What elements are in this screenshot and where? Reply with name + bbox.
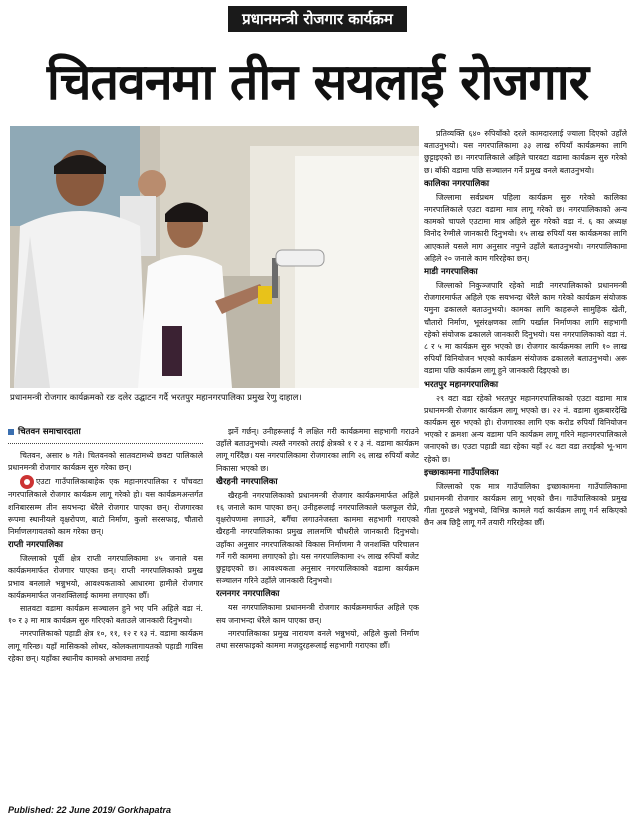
- column-left: [8, 426, 203, 810]
- kicker-bar: [0, 6, 635, 32]
- left-paragraph-3: जिल्लाको पूर्वी क्षेत्र राप्ती नगरपालिकामा ४५ जनाले यस कार्यक्रममार्फत रोजगार पाएका छन्। राप्ती नगरपालिकाको प्रमुख प्रभाव बनलाले भन्नुभयो, आवश्यकताको आधारमा हामीले रोजगार कार्यक्रममार्फत जनशक्तिलाई काममा लगाएका छौँ।: [8, 554, 203, 600]
- subhead-rapti: राप्ती नगरपालिका: [8, 540, 64, 551]
- right-paragraph-4: २९ वटा वडा रहेको भरतपुर महानगरपालिकाको एउटा वडामा मात्र प्रधानमन्त्री रोजगार कार्यक्रम लागू भएको छ। २२ नं. वडामा शुक्रबारदेखि कार्यक्रम सुरु भएको हो। रोजगारका लागि एक करोड रुपियाँ विनियोजन भएको र क्रमशः अन्य वडामा पनि कार्यक्रम लागू गरिने महानगरपालिकाले जनाएको छ। एउटा पहाडी वडा रहेका यहाँ २८ वटा वडा तराईको भू-भाग रहेको छ।: [424, 393, 627, 464]
- mid-paragraph-2: खैरहनी नगरपालिकाको प्रधानमन्त्री रोजगार कार्यक्रममार्फत अहिले १६ जनाले काम पाएका छन्। उनीहरूलाई नगरपालिकाले फलफूल रोप्ने, वृक्षरोपणमा लगाउने, बगैँचा लगाउनेजस्ता काममा सहभागी गराएको खैरहनी नगरपालिकाका प्रमुख लालमणि चौधरीले जानकारी दिनुभयो। उहाँका अनुसार नगरपालिकाको विकास निर्माणमा नै जनशक्ति परिचालन गर्ने गरी काममा लगाएको हो। यस नगरपालिकामा २५ लाख रुपियाँ बजेट छुट्टाइएको छ। आवश्यकता अनुसार नगरपालिकाको वडामा कार्यक्रम सञ्चालन गरिने उहाँले जानकारी दिनुभयो।: [216, 490, 419, 586]
- subhead-madi: माडी नगरपालिका: [424, 267, 478, 278]
- byline-text: चितवन समाचारदाता: [18, 427, 81, 437]
- byline-rule: [8, 443, 203, 444]
- right-paragraph-5: जिल्लाको एक मात्र गाउँपालिका इच्छाकामना गाउँपालिकामा प्रधानमन्त्री रोजगार कार्यक्रम लागू भएको छैन। गाउँपालिकाको प्रमुख गीता गुरुङले भन्नुभयो, विभिन्न कामले गर्दा कार्यक्रम लागू गर्न सकिएको छैन अब छिट्टै लागू गर्ने तयारी गरिरहेका छौँ।: [424, 481, 627, 528]
- right-paragraph-3: जिल्लाको निकुञ्जपारि रहेको माडी नगरपालिकाको प्रधानमन्त्री रोजगारमार्फत अहिले एक सयभन्दा धेरैले काम गरेको कार्यक्रम संयोजक यमुना ढकालले बताउनुभयो। कामका लागि काहरूले सामुहिक खेती, चौतारो निर्माण, भूसंरक्षणका लागि पर्खाल निर्माणका लागि सहभागी रहेको संयोजक ढकालले जानकारी दिनुभयो। यस नगरपालिकाको वडा नं. ८ र ५ मा कार्यक्रम सुरु भएको छ। रोजगार कार्यक्रमका लागि १० लाख रुपियाँ विनियोजन भएको कार्यक्रम संयोजक ढकालले बताउनुभयो। अरू वडामा पछि कार्यक्रम लागू हुने जानकारी दिइएको छ।: [424, 281, 627, 376]
- byline: [8, 426, 203, 439]
- subhead-khairahani: खैरहनी नगरपालिका: [216, 476, 278, 487]
- mid-paragraph-3: यस नगरपालिकामा प्रधानमन्त्री रोजगार कार्यक्रममार्फत अहिले एक सय जनाभन्दा धेरैले काम पाएका छन्।: [216, 603, 419, 625]
- photo-illustration: [10, 126, 419, 388]
- photo-caption: प्रधानमन्त्री रोजगार कार्यक्रमको रङ दलेर उद्घाटन गर्दै भरतपुर महानगरपालिका प्रमुख रेणु दाहाल।: [10, 393, 302, 403]
- gorkhapatra-logo-icon: [20, 475, 34, 489]
- left-paragraph-2-text: एउटा गाउँपालिकाबाहेक एक महानगरपालिका र पाँचवटा नगरपालिकाले रोजगार कार्यक्रम लागू गरेको हो। यस कार्यक्रमअन्तर्गत शनिबारसम्म तीन सयभन्दा धेरैले रोजगार पाएका छन्। रोजगारका रूपमा स्थानीयले वृक्षरोपण, बाटो निर्माण, कुलो सरसफाइ, चौतारो निर्माणलगायतको काम गरेका छन्।: [8, 477, 203, 537]
- published-note: Published: 22 June 2019/ Gorkhapatra: [8, 805, 172, 815]
- left-paragraph-5: नगरपालिकाको पहाडी क्षेत्र १०, ११, १२ र १३ नं. वडामा कार्यक्रम लागू गरिन्छ। यहाँ मासिकको लोथर, कोलकलागायतको पहाडी गाविस रहेका छन्। यहाँका स्थानीय कामको अभावमा तराई: [8, 629, 203, 663]
- article-photo: [10, 126, 419, 388]
- square-bullet-icon: [8, 429, 14, 435]
- column-right: [424, 128, 627, 810]
- subhead-ratnanagar: रत्ननगर नगरपालिका: [216, 589, 280, 600]
- subhead-kalika: कालिका नगरपालिका: [424, 178, 490, 189]
- subhead-bharatpur: भरतपुर महानगरपालिका: [424, 379, 499, 390]
- column-middle: [216, 426, 419, 810]
- left-paragraph-4: सातवटा वडामा कार्यक्रम सञ्चालन हुने भए पनि अहिले वडा नं. १० र ३ मा मात्र कार्यक्रम सुरु गरिएको बताउले जानकारी दिनुभयो।: [8, 604, 203, 626]
- mid-paragraph-4: नगरपालिकाका प्रमुख नारायण वनले भन्नुभयो, अहिले कुलो निर्माण तथा सरसफाइको काममा मजदुरहरूलाई सहभागी गराएका छौँ।: [216, 628, 419, 651]
- right-paragraph-2: जिल्लामा सर्वप्रथम पहिला कार्यक्रम सुरु गरेको कालिका नगरपालिकाले एउटा वडामा मात्र लागू गरेको छ। नगरपालिकाको अन्य कामको चापले एउटामा मात्र अहिले सुरु गरेको वडा नं. ६ का अध्यक्ष विनोद रेग्मीले जानकारी दिनुभयो। १५ लाख रुपियाँ यस कार्यक्रमका लागि आएकाले यसले माग अनुसार नपुग्ने उहाँले बताउनुभयो। नगरपालिकामा अहिले २० जनाले काम गरिरहेका छन्।: [424, 192, 627, 263]
- left-paragraph-1: चितवन, असार ७ गते। चितवनको सातवटामध्ये छवटा पालिकाले प्रधानमन्त्री रोजगार कार्यक्रम सुरु गरेका छन्।: [8, 451, 203, 473]
- left-paragraph-2: [8, 475, 203, 538]
- mid-paragraph-1: झर्ने गर्छन्। उनीहरूलाई नै लक्षित गरी कार्यक्रममा सहभागी गराउने उहाँले बताउनुभयो। त्यस्तै नगरको तराई क्षेत्रको १ र ३ नं. वडामा कार्यक्रम लागू गरिँदैछ। यस नगरपालिकामा रोजगारका लागि २६ लाख रुपियाँ बजेट निकासा भएको छ।: [216, 427, 419, 473]
- kicker: प्रधानमन्त्री रोजगार कार्यक्रम: [228, 6, 407, 32]
- right-paragraph-1: प्रतिव्यक्ति ६४० रुपियाँको दरले कामदारलाई ज्याला दिएको उहाँले बताउनुभयो। यस नगरपालिकामा ३३ लाख रुपियाँ कार्यक्रमका लागि छुट्टाइएको छ। नगरपालिकाले अहिले चारवटा वडामा कार्यक्रम सुरु गरेको छ। बाँकी वडामा पछि सञ्चालन गर्ने प्रमुख वनले बताउनुभयो।: [424, 129, 627, 175]
- headline: चितवनमा तीन सयलाई रोजगार: [46, 53, 589, 111]
- subhead-ichchhakamana: इच्छाकामना गाउँपालिका: [424, 467, 499, 478]
